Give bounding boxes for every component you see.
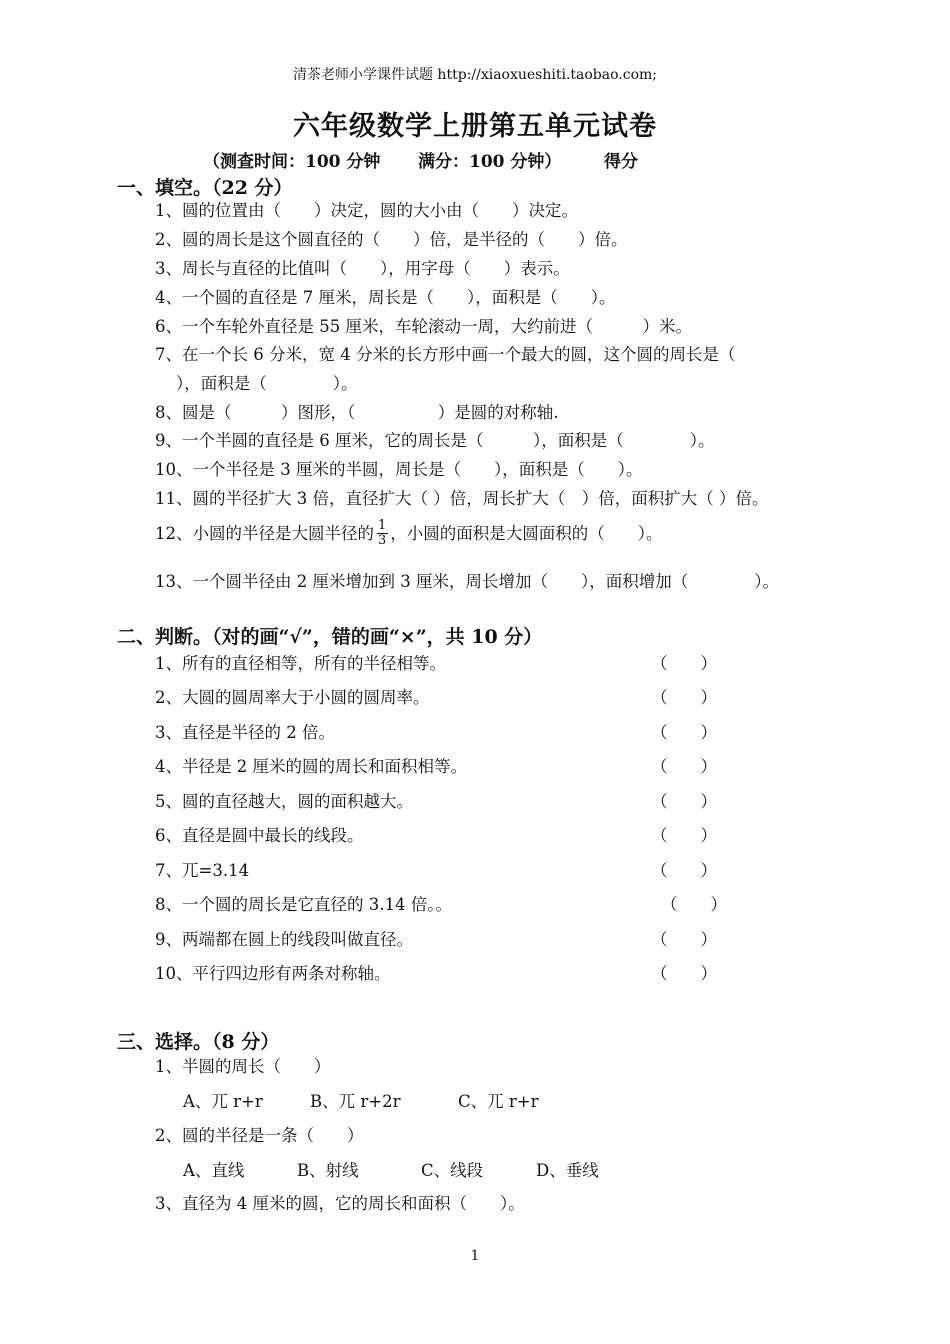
answer-blank[interactable]: （ ） <box>651 964 717 983</box>
section-2-heading: 二、判断。（对的画“√”，错的画“×”，共 10 分） <box>117 626 543 648</box>
answer-blank[interactable]: （ ） <box>661 895 727 914</box>
choice-1-option-b: B、兀 r+2r <box>310 1092 401 1111</box>
judgement-question: 1、所有的直径相等，所有的半径相等。 <box>155 654 446 673</box>
answer-blank[interactable]: （ ） <box>651 654 717 673</box>
choice-2-option-b: B、射线 <box>297 1161 359 1180</box>
section-1-heading: 一、填空。（22 分） <box>117 177 293 199</box>
answer-blank[interactable]: （ ） <box>651 792 717 811</box>
section-3-heading: 三、选择。（8 分） <box>117 1031 280 1053</box>
fill-question-11: 11、圆的半径扩大 3 倍，直径扩大（ ）倍，周长扩大（ ）倍，面积扩大（ ）倍。 <box>155 489 769 508</box>
fill-question-1: 1、圆的位置由（ ）决定，圆的大小由（ ）决定。 <box>155 201 578 220</box>
fill-question-13: 13、一个圆半径由 2 厘米增加到 3 厘米，周长增加（ ），面积增加（ ）。 <box>155 572 779 591</box>
choice-2-option-d: D、垂线 <box>536 1161 599 1180</box>
choice-2-option-c: C、线段 <box>421 1161 484 1180</box>
answer-blank[interactable]: （ ） <box>651 826 717 845</box>
choice-question-3: 3、直径为 4 厘米的圆，它的周长和面积（ ）。 <box>155 1194 525 1213</box>
choice-1-option-c: C、兀 r+r <box>458 1092 539 1111</box>
answer-blank[interactable]: （ ） <box>651 688 717 707</box>
choice-question-2: 2、圆的半径是一条（ ） <box>155 1126 364 1145</box>
full-score: 满分：100 分钟） <box>418 152 562 172</box>
fill-question-7-continued: ），面积是（ ）。 <box>176 374 358 393</box>
one-third-fraction <box>376 519 388 548</box>
judgement-question: 6、直径是圆中最长的线段。 <box>155 826 364 845</box>
choice-1-option-a: A、兀 r+r <box>183 1092 263 1111</box>
fill-question-6: 6、一个车轮外直径是 55 厘米，车轮滚动一周，大约前进（ ）米。 <box>155 317 692 336</box>
judgement-question: 9、两端都在圆上的线段叫做直径。 <box>155 930 413 949</box>
judgement-question: 3、直径是半径的 2 倍。 <box>155 723 335 742</box>
fill-question-10: 10、一个半径是 3 厘米的半圆，周长是（ ），面积是（ ）。 <box>155 460 643 479</box>
answer-blank[interactable]: （ ） <box>651 861 717 880</box>
fraction-denominator: 3 <box>378 533 387 548</box>
fill-question-3: 3、周长与直径的比值叫（ ），用字母（ ）表示。 <box>155 259 570 278</box>
answer-blank[interactable]: （ ） <box>651 723 717 742</box>
choice-question-1: 1、半圆的周长（ ） <box>155 1057 331 1076</box>
judgement-question: 7、兀=3.14 <box>155 861 250 880</box>
choice-2-option-a: A、直线 <box>183 1161 245 1180</box>
page-number: 1 <box>470 1248 480 1264</box>
q12-text-before: 12、小圆的半径是大圆半径的 <box>155 524 374 543</box>
fraction-numerator: 1 <box>378 518 387 533</box>
judgement-question: 4、半径是 2 厘米的圆的周长和面积相等。 <box>155 757 467 776</box>
fill-question-9: 9、一个半圆的直径是 6 厘米，它的周长是（ ），面积是（ ）。 <box>155 431 715 450</box>
fill-question-4: 4、一个圆的直径是 7 厘米，周长是（ ），面积是（ ）。 <box>155 288 616 307</box>
page-title: 六年级数学上册第五单元试卷 <box>293 111 657 142</box>
q12-text-after: ，小圆的面积是大圆面积的（ ）。 <box>390 524 663 543</box>
score-label: 得分 <box>604 152 638 172</box>
judgement-question: 10、平行四边形有两条对称轴。 <box>155 964 391 983</box>
answer-blank[interactable]: （ ） <box>651 930 717 949</box>
answer-blank[interactable]: （ ） <box>651 757 717 776</box>
judgement-question: 2、大圆的圆周率大于小圆的圆周率。 <box>155 688 430 707</box>
fill-question-7: 7、在一个长 6 分米，宽 4 分米的长方形中画一个最大的圆，这个圆的周长是（ <box>155 345 736 364</box>
fill-question-2: 2、圆的周长是这个圆直径的（ ）倍，是半径的（ ）倍。 <box>155 230 628 249</box>
test-time: （测查时间：100 分钟 <box>203 152 381 172</box>
judgement-question: 8、一个圆的周长是它直径的 3.14 倍。。 <box>155 895 452 914</box>
judgement-question: 5、圆的直径越大，圆的面积越大。 <box>155 792 413 811</box>
page-header: 清茶老师小学课件试题 http://xiaoxueshiti.taobao.com; <box>292 67 657 83</box>
fill-question-8: 8、圆是（ ）图形，（ ）是圆的对称轴. <box>155 403 559 422</box>
fill-question-12 <box>155 520 663 549</box>
